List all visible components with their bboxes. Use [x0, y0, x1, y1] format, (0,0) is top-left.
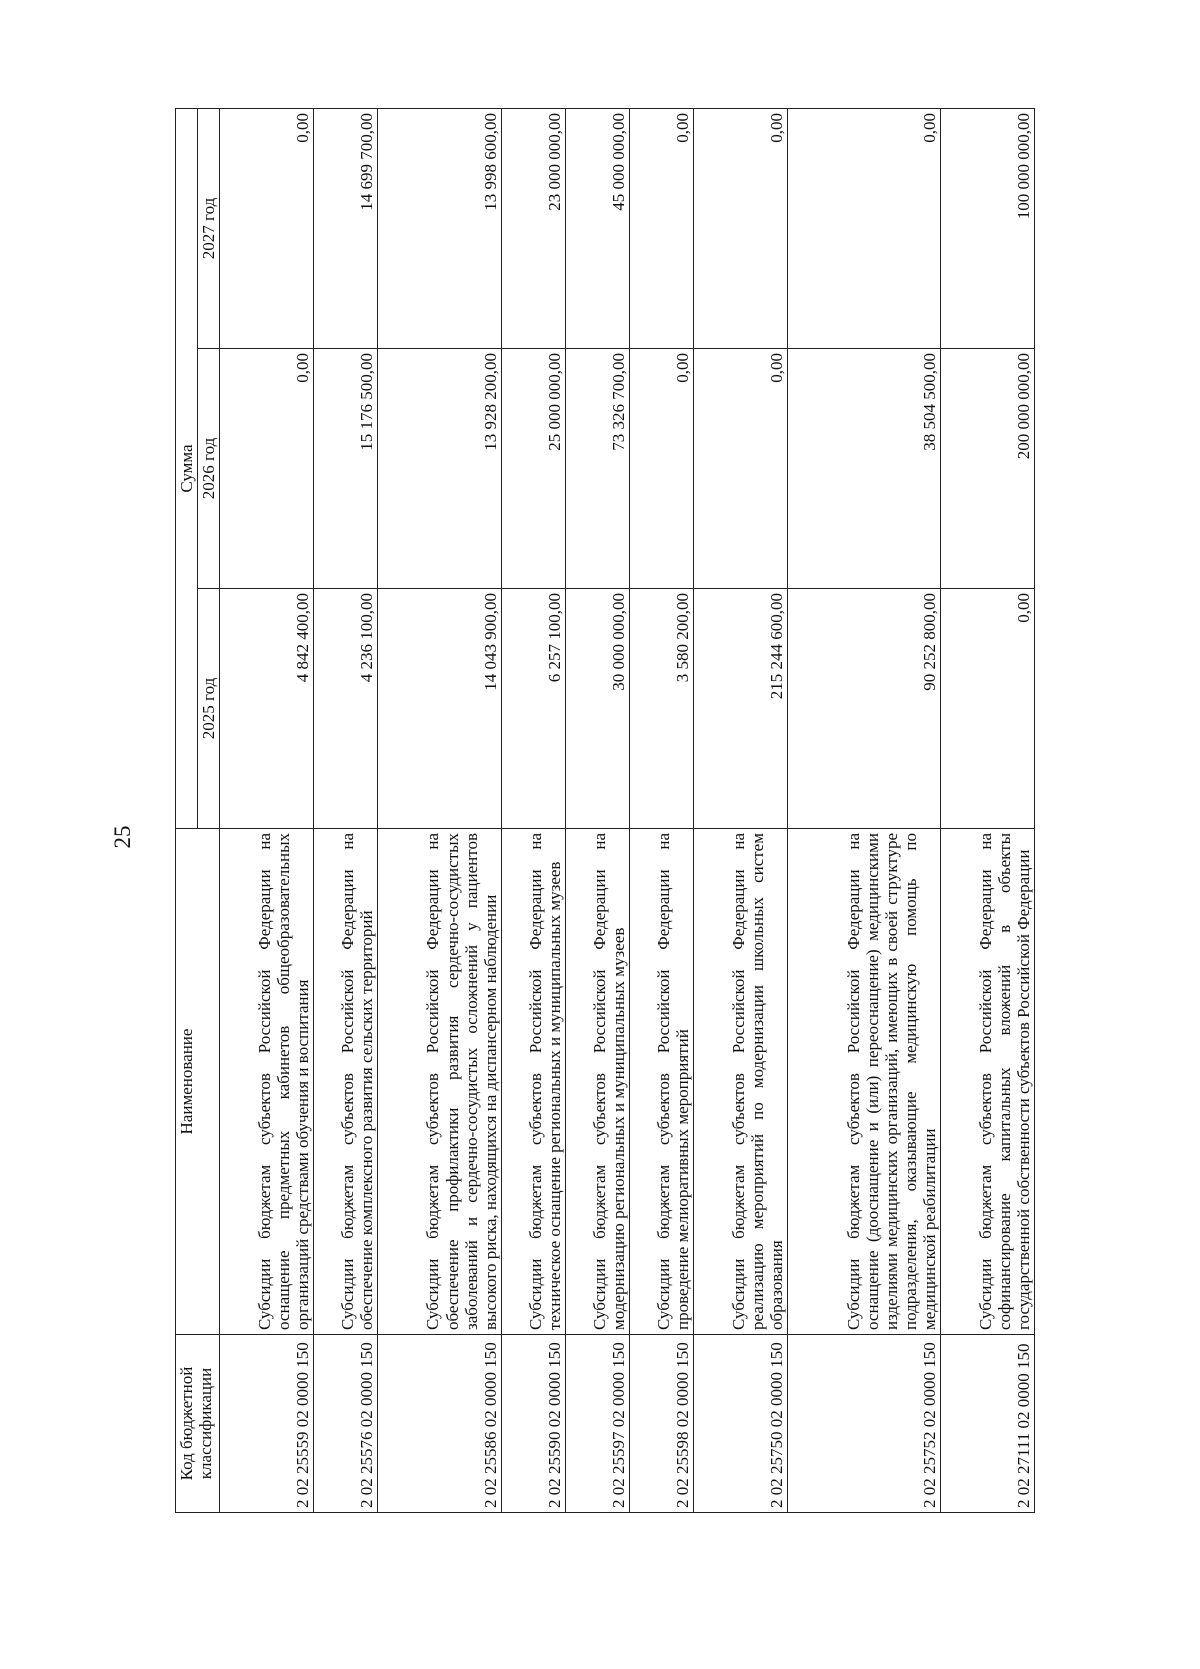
header-year-2025: 2025 год [198, 589, 220, 829]
row-name: Субсидии бюджетам субъектов Российской Федерации на обеспечение профилактики развития сердечно-сосудистых заболеваний и сердечно-сосудистых осложнений у пациентов высокого риска, находящихся на диспансерном наблюдении [378, 829, 502, 1335]
row-name: Субсидии бюджетам субъектов Российской Федерации на оснащение (дооснащение и (или) переоснащение) медицинскими изделиями медицинских организаций, имеющих в своей структуре подразделения, оказывающие медицинскую помощь по медицинской реабилитации [787, 829, 940, 1335]
row-amount-2027: 45 000 000,00 [565, 109, 629, 349]
table-row [941, 109, 1035, 1513]
table-row [501, 109, 565, 1513]
row-amount-2026: 0,00 [629, 349, 693, 589]
table-row [565, 109, 629, 1513]
row-amount-2027: 100 000 000,00 [941, 109, 1035, 349]
row-amount-2026: 200 000 000,00 [941, 349, 1035, 589]
header-year-2026: 2026 год [198, 349, 220, 589]
row-code: 2 02 25559 02 0000 150 [220, 1335, 314, 1513]
row-amount-2027: 0,00 [787, 109, 940, 349]
row-amount-2027: 13 998 600,00 [378, 109, 502, 349]
row-amount-2026: 38 504 500,00 [787, 349, 940, 589]
row-name: Субсидии бюджетам субъектов Российской Федерации на оснащение предметных кабинетов общеобразовательных организаций средствами обучения и воспитания [220, 829, 314, 1335]
row-amount-2025: 4 236 100,00 [313, 589, 377, 829]
row-amount-2027: 0,00 [693, 109, 787, 349]
row-code: 2 02 25576 02 0000 150 [313, 1335, 377, 1513]
row-amount-2025: 6 257 100,00 [501, 589, 565, 829]
header-code: Код бюджетной классификации [176, 1335, 220, 1513]
row-name: Субсидии бюджетам субъектов Российской Федерации на модернизацию региональных и муниципальных музеев [565, 829, 629, 1335]
row-amount-2026: 13 928 200,00 [378, 349, 502, 589]
row-amount-2027: 23 000 000,00 [501, 109, 565, 349]
row-code: 2 02 27111 02 0000 150 [941, 1335, 1035, 1513]
row-code: 2 02 25590 02 0000 150 [501, 1335, 565, 1513]
header-sum: Сумма [176, 109, 198, 829]
row-code: 2 02 25586 02 0000 150 [378, 1335, 502, 1513]
row-code: 2 02 25750 02 0000 150 [693, 1335, 787, 1513]
row-amount-2026: 15 176 500,00 [313, 349, 377, 589]
row-code: 2 02 25752 02 0000 150 [787, 1335, 940, 1513]
row-amount-2025: 4 842 400,00 [220, 589, 314, 829]
row-amount-2026: 73 326 700,00 [565, 349, 629, 589]
row-name: Субсидии бюджетам субъектов Российской Федерации на проведение мелиоративных мероприятий [629, 829, 693, 1335]
row-amount-2027: 0,00 [629, 109, 693, 349]
row-amount-2025: 0,00 [941, 589, 1035, 829]
row-amount-2025: 14 043 900,00 [378, 589, 502, 829]
row-amount-2026: 0,00 [220, 349, 314, 589]
header-row-top [176, 109, 198, 1513]
table-row [313, 109, 377, 1513]
header-name: Наименование [176, 829, 220, 1335]
row-name: Субсидии бюджетам субъектов Российской Федерации на реализацию мероприятий по модернизации школьных систем образования [693, 829, 787, 1335]
row-amount-2025: 215 244 600,00 [693, 589, 787, 829]
row-amount-2027: 0,00 [220, 109, 314, 349]
table-row [693, 109, 787, 1513]
rotated-table-container [175, 109, 1035, 1513]
row-code: 2 02 25598 02 0000 150 [629, 1335, 693, 1513]
table-row [220, 109, 314, 1513]
row-amount-2026: 0,00 [693, 349, 787, 589]
page-number: 25 [110, 825, 135, 849]
budget-table [175, 108, 1035, 1513]
row-code: 2 02 25597 02 0000 150 [565, 1335, 629, 1513]
row-amount-2025: 30 000 000,00 [565, 589, 629, 829]
row-name: Субсидии бюджетам субъектов Российской Федерации на техническое оснащение региональных и муниципальных музеев [501, 829, 565, 1335]
row-amount-2025: 90 252 800,00 [787, 589, 940, 829]
header-year-2027: 2027 год [198, 109, 220, 349]
row-name: Субсидии бюджетам субъектов Российской Федерации на софинансирование капитальных вложений в объекты государственной собственности субъектов Российской Федерации [941, 829, 1035, 1335]
table-row [378, 109, 502, 1513]
row-name: Субсидии бюджетам субъектов Российской Федерации на обеспечение комплексного развития сельских территорий [313, 829, 377, 1335]
row-amount-2026: 25 000 000,00 [501, 349, 565, 589]
row-amount-2025: 3 580 200,00 [629, 589, 693, 829]
table-row [787, 109, 940, 1513]
table-row [629, 109, 693, 1513]
row-amount-2027: 14 699 700,00 [313, 109, 377, 349]
